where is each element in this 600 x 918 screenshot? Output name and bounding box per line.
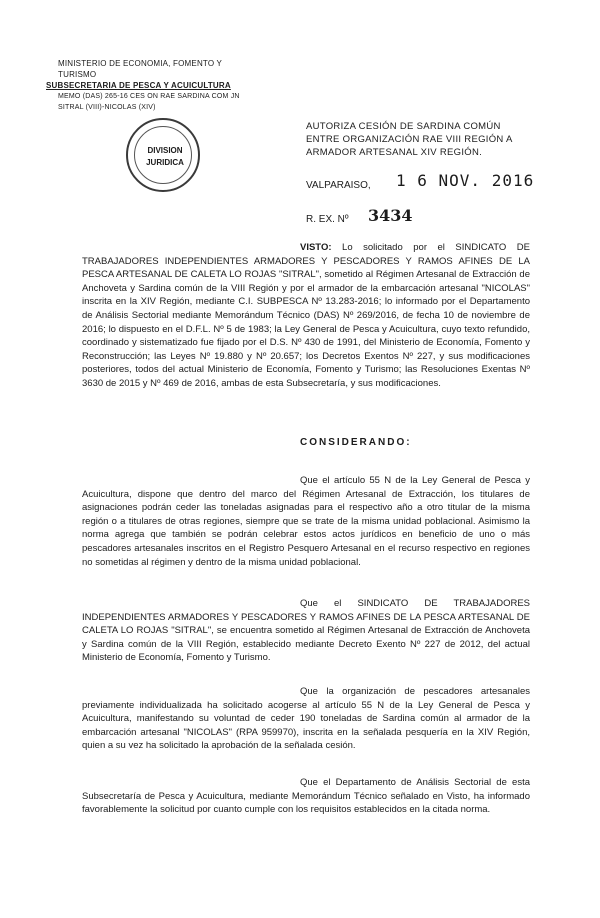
considerando-heading: CONSIDERANDO: [300,437,412,448]
subsecretary-name: SUBSECRETARIA DE PESCA Y ACUICULTURA [46,81,231,90]
rex-number: 3434 [368,206,413,225]
paragraph-3-text: Que la organización de pescadores artesanales previamente individualizada ha solicitado acogerse al artículo 55 N de la Ley General de Pesca y Acuicultura, manifestando su voluntad de ceder 190 toneladas de Sardina común al armador de la embarcación artesanal "NICOLAS" (RPA 959970), inscrita en la señalada pesquería en la XIV Región, quien a su vez ha solicitado la aprobación de la señalada cesión. [82,686,530,752]
memo-reference-2: SITRAL (VIII)-NICOLAS (XIV) [58,104,156,111]
considerando-paragraph-2 [82,597,530,665]
resolution-subject: AUTORIZA CESIÓN DE SARDINA COMÚN ENTRE ORGANIZACIÓN RAE VIII REGIÓN A ARMADOR ARTESANAL XIV REGIÓN. [306,121,513,158]
paragraph-4-text: Que el Departamento de Análisis Sectorial de esta Subsecretaría de Pesca y Acuicultura, mediante Memorándum Técnico señalado en Visto, ha informado favorablemente la solicitud por cuanto cumple con los requisitos establecidos en la citada norma. [82,777,530,816]
memo-reference: MEMO (DAS) 265-16 CES ON RAE SARDINA COM JN [58,93,240,100]
stamp-text-juridica: JURIDICA [146,158,184,167]
division-juridica-stamp [126,118,200,192]
visto-label: VISTO: [300,242,332,253]
ministry-name: MINISTERIO DE ECONOMIA, FOMENTO Y TURISMO [58,59,222,79]
visto-paragraph [82,241,530,391]
stamp-text-division: DIVISION [147,146,183,155]
considerando-paragraph-3 [82,685,530,753]
stamp-inner-ring [134,126,192,184]
considerando-paragraph-1 [82,474,530,569]
considerando-paragraph-4 [82,776,530,817]
letterhead [36,58,256,113]
date-stamp: 1 6 NOV. 2016 [396,171,535,190]
visto-text: Lo solicitado por el SINDICATO DE TRABAJADORES INDEPENDIENTES ARMADORES Y PESCADORES Y RAMOS AFINES DE LA PESCA ARTESANAL DE CALETA LO ROJAS "SITRAL", sometido al Régimen Artesanal de Extracción de Anchoveta y Sardina común de la VIII Región y por el armador de la embarcación artesanal "NICOLAS" inscrita en la XIV Región, mediante C.I. SUBPESCA Nº 13.283-2016; lo informado por el Departamento de Análisis Sectorial mediante Memorándum Técnico (DAS) Nº 269/2016, de fecha 10 de noviembre de 2016; lo dispuesto en el D.F.L. Nº 5 de 1983; la Ley General de Pesca y Acuicultura, cuyo texto refundido, coordinado y sistematizado fue fijado por el D.S. Nº 430 de 1991, del Ministerio de Economía, Fomento y Reconstrucción; las Leyes Nº 19.880 y Nº 20.657; los Decretos Exentos Nº 227, y sus modificaciones posteriores, todos del actual Ministerio de Economía, Fomento y Turismo; las Resoluciones Exentas Nº 3630 de 2015 y Nº 469 de 2016, ambas de esta Subsecretaría, y sus modificaciones. [82,242,530,389]
paragraph-2-text: Que el SINDICATO DE TRABAJADORES INDEPENDIENTES ARMADORES Y PESCADORES Y RAMOS AFINES DE LA PESCA ARTESANAL DE CALETA LO ROJAS "SITRAL", se encuentra sometido al Régimen Artesanal de Extracción de Anchoveta y Sardina común de la VIII Región, establecido mediante Decreto Exento Nº 227 de 2012, del actual Ministerio de Economía, Fomento y Turismo. [82,598,530,664]
rex-label: R. EX. Nº [306,214,349,225]
paragraph-1-text: Que el artículo 55 N de la Ley General de Pesca y Acuicultura, dispone que dentro del marco del Régimen Artesanal de Extracción, los titulares de asignaciones podrán ceder las toneladas asignadas para el respectivo año a otro titular de la misma región o a titulares de otras regiones, siempre que se trate de la misma unidad poblacional. Asimismo la norma agrega que también se podrán celebrar estos actos jurídicos en beneficio de uno o más pescadores artesanales inscritos en el Registro Pesquero Artesanal en el recurso respectivo en regiones no sometidas al régimen y dentro de la misma unidad poblacional. [82,475,530,568]
place-label: VALPARAISO, [306,180,371,191]
